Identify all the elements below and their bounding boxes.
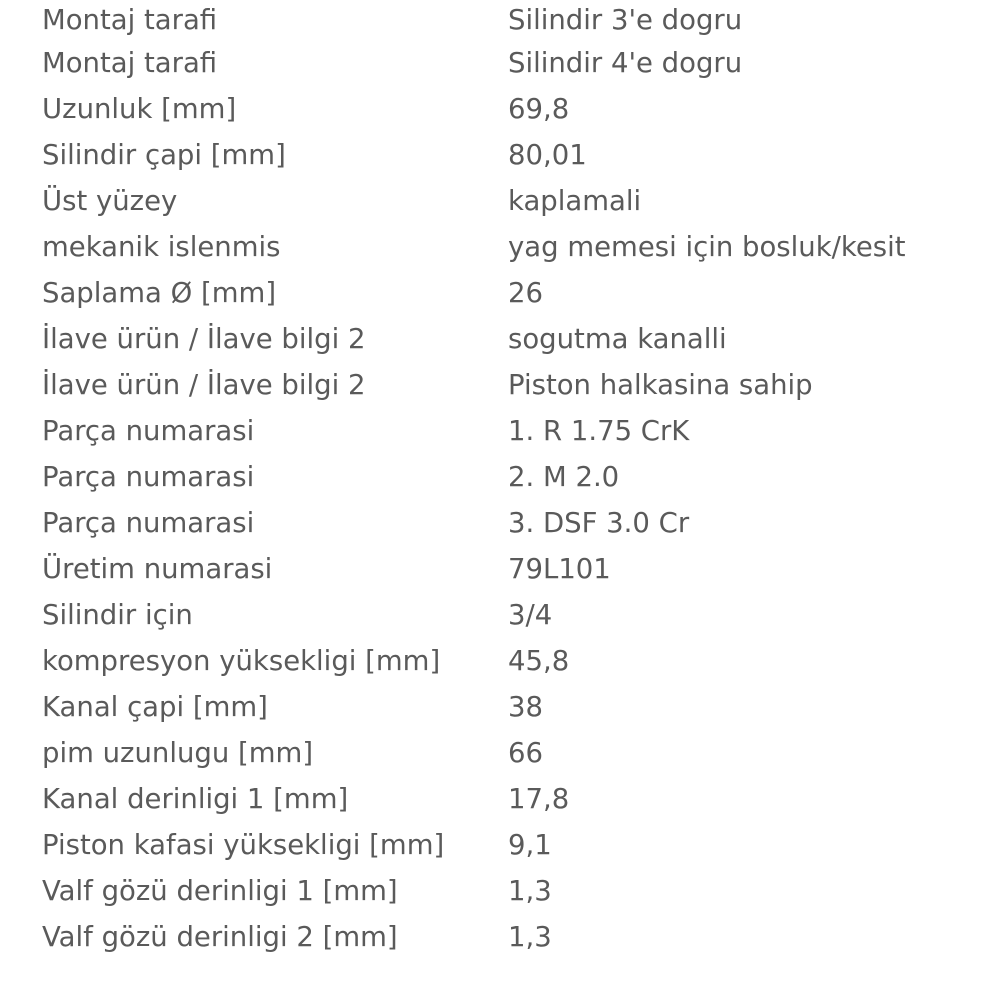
spec-label: Piston kafasi yüksekligi [mm] xyxy=(42,829,445,861)
spec-label: Kanal çapi [mm] xyxy=(42,691,268,723)
spec-row xyxy=(42,914,1000,960)
spec-label: pim uzunlugu [mm] xyxy=(42,737,314,769)
spec-label: Silindir çapi [mm] xyxy=(42,139,286,171)
spec-value: kaplamali xyxy=(508,185,642,217)
spec-row xyxy=(42,132,1000,178)
spec-value: 69,8 xyxy=(508,93,570,125)
spec-value: 45,8 xyxy=(508,645,570,677)
spec-value: 3/4 xyxy=(508,599,553,631)
spec-row xyxy=(42,40,1000,86)
spec-row xyxy=(42,86,1000,132)
spec-value: 66 xyxy=(508,737,543,769)
spec-label: Montaj tarafi xyxy=(42,4,218,36)
spec-value: 79L101 xyxy=(508,553,611,585)
spec-label: Kanal derinligi 1 [mm] xyxy=(42,783,349,815)
spec-value: 1,3 xyxy=(508,875,552,907)
spec-row xyxy=(42,408,1000,454)
spec-label: Parça numarasi xyxy=(42,415,255,447)
spec-row xyxy=(42,776,1000,822)
spec-label: Silindir için xyxy=(42,599,193,631)
spec-value: Silindir 4'e dogru xyxy=(508,47,743,79)
spec-value: sogutma kanalli xyxy=(508,323,727,355)
spec-value: 2. M 2.0 xyxy=(508,461,620,493)
spec-value: Silindir 3'e dogru xyxy=(508,4,743,36)
spec-row xyxy=(42,178,1000,224)
spec-row xyxy=(42,500,1000,546)
spec-value: 9,1 xyxy=(508,829,552,861)
spec-row xyxy=(42,546,1000,592)
spec-row xyxy=(42,592,1000,638)
spec-row xyxy=(42,454,1000,500)
spec-value: 38 xyxy=(508,691,543,723)
spec-value: yag memesi için bosluk/kesit xyxy=(508,231,906,263)
spec-row xyxy=(42,362,1000,408)
spec-row xyxy=(42,270,1000,316)
spec-row xyxy=(42,224,1000,270)
spec-label: Uzunluk [mm] xyxy=(42,93,237,125)
spec-row xyxy=(42,730,1000,776)
spec-value: 1. R 1.75 CrK xyxy=(508,415,690,447)
spec-value: 26 xyxy=(508,277,543,309)
spec-label: İlave ürün / İlave bilgi 2 xyxy=(42,323,366,355)
spec-row xyxy=(42,316,1000,362)
spec-label: Valf gözü derinligi 2 [mm] xyxy=(42,921,398,953)
spec-label: Montaj tarafi xyxy=(42,47,218,79)
spec-row xyxy=(42,638,1000,684)
spec-value: 3. DSF 3.0 Cr xyxy=(508,507,690,539)
spec-value: Piston halkasina sahip xyxy=(508,369,813,401)
spec-label: Saplama Ø [mm] xyxy=(42,277,277,309)
spec-label: İlave ürün / İlave bilgi 2 xyxy=(42,369,366,401)
spec-value: 1,3 xyxy=(508,921,552,953)
spec-row xyxy=(42,868,1000,914)
spec-table-body xyxy=(42,0,1000,960)
spec-label: Parça numarasi xyxy=(42,461,255,493)
spec-label: Valf gözü derinligi 1 [mm] xyxy=(42,875,398,907)
spec-label: mekanik islenmis xyxy=(42,231,281,263)
spec-value: 80,01 xyxy=(508,139,587,171)
spec-row xyxy=(42,0,1000,40)
spec-table xyxy=(42,0,1000,960)
spec-value: 17,8 xyxy=(508,783,570,815)
spec-label: kompresyon yüksekligi [mm] xyxy=(42,645,441,677)
spec-label: Üretim numarasi xyxy=(42,553,273,585)
spec-row xyxy=(42,684,1000,730)
spec-row xyxy=(42,822,1000,868)
spec-label: Parça numarasi xyxy=(42,507,255,539)
spec-label: Üst yüzey xyxy=(42,185,178,217)
